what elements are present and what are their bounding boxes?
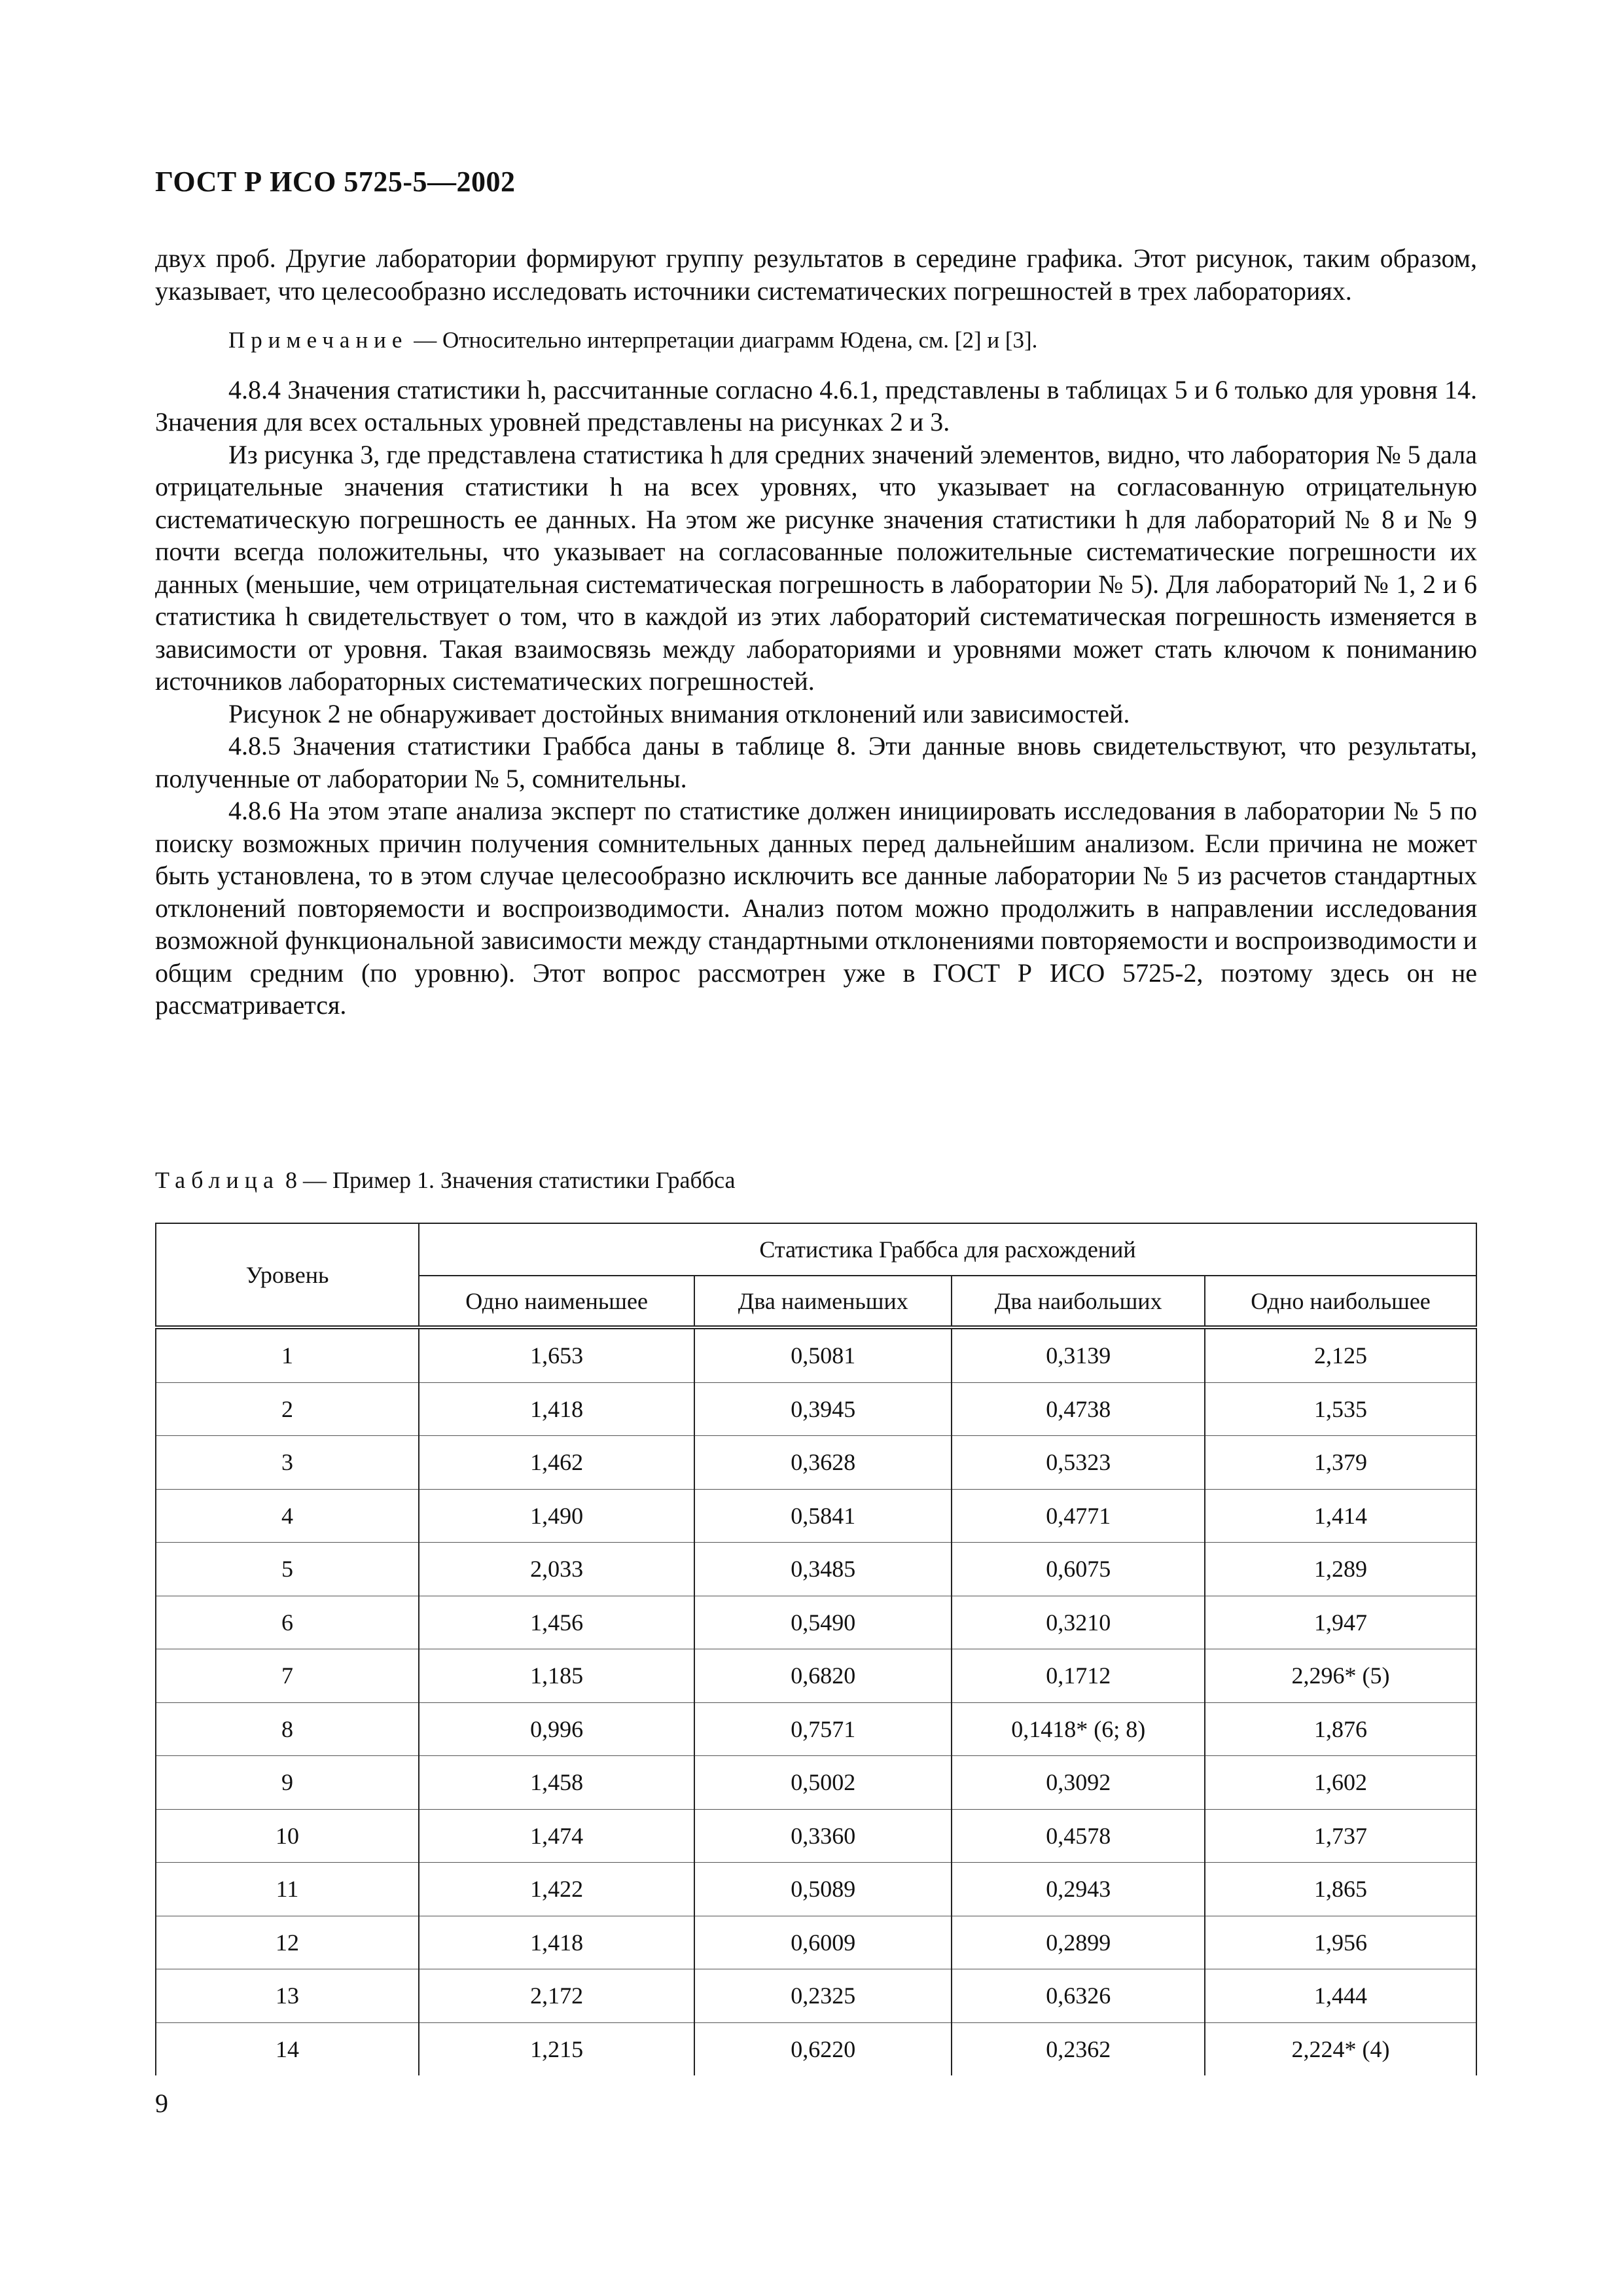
cell-level: 13 xyxy=(156,1969,419,2023)
table-body xyxy=(156,1327,1476,2075)
cell-two-smallest: 0,5081 xyxy=(694,1327,952,1382)
cell-one-smallest: 1,422 xyxy=(419,1863,694,1916)
cell-two-largest: 0,4738 xyxy=(952,1382,1205,1436)
cell-one-smallest: 1,653 xyxy=(419,1327,694,1382)
cell-one-largest: 2,296* (5) xyxy=(1205,1649,1476,1703)
cell-one-largest: 1,947 xyxy=(1205,1596,1476,1649)
cell-one-smallest: 1,458 xyxy=(419,1756,694,1810)
cell-level: 7 xyxy=(156,1649,419,1703)
header-grubbs-group: Статистика Граббса для расхождений xyxy=(419,1223,1476,1276)
cell-one-smallest: 1,418 xyxy=(419,1916,694,1969)
cell-level: 9 xyxy=(156,1756,419,1810)
table-row xyxy=(156,1649,1476,1703)
table-row xyxy=(156,1327,1476,1382)
cell-one-largest: 1,379 xyxy=(1205,1436,1476,1490)
cell-one-largest: 1,444 xyxy=(1205,1969,1476,2023)
cell-two-largest: 0,2362 xyxy=(952,2022,1205,2075)
cell-one-smallest: 1,474 xyxy=(419,1809,694,1863)
table-row xyxy=(156,1916,1476,1969)
cell-two-largest: 0,3092 xyxy=(952,1756,1205,1810)
header-level: Уровень xyxy=(156,1223,419,1327)
cell-one-largest: 1,876 xyxy=(1205,1702,1476,1756)
cell-two-smallest: 0,7571 xyxy=(694,1702,952,1756)
cell-one-smallest: 1,185 xyxy=(419,1649,694,1703)
paragraph-figure-3: Из рисунка 3, где представлена статистика h для средних значений элементов, видно, что лаборатория № 5 дала отрицательные значения статистики h на всех уровнях, что указывает на согласованную отрицательную систематическую погрешность ее данных. На этом же рисунке значения статистики h для лабораторий № 8 и № 9 почти всегда положительны, что указывает на согласованные положительные систематические погрешности их данных (меньшие, чем отрицательная систематическая погрешность в лаборатории № 5). Для лабораторий № 1, 2 и 6 статистика h свидетельствует о том, что в каждой из этих лабораторий систематическая погрешность изменяется в зависимости от уровня. Такая взаимосвязь между лабораториями и уровнями может стать ключом к пониманию источников лабораторных систематических погрешностей. xyxy=(155,439,1477,696)
cell-level: 3 xyxy=(156,1436,419,1490)
cell-two-smallest: 0,5490 xyxy=(694,1596,952,1649)
page-number: 9 xyxy=(155,2089,168,2118)
table-row xyxy=(156,1596,1476,1649)
cell-one-smallest: 1,215 xyxy=(419,2022,694,2075)
header-one-largest: Одно наибольшее xyxy=(1205,1276,1476,1327)
cell-level: 11 xyxy=(156,1863,419,1916)
paragraph-4-8-5: 4.8.5 Значения статистики Граббса даны в таблице 8. Эти данные вновь свидетельствуют, что результаты, полученные от лаборатории № 5, сомнительны. xyxy=(155,731,1477,793)
cell-two-smallest: 0,5841 xyxy=(694,1489,952,1543)
cell-one-smallest: 0,996 xyxy=(419,1702,694,1756)
table-row xyxy=(156,1756,1476,1810)
note-text: — Относительно интерпретации диаграмм Юдена, см. [2] и [3]. xyxy=(408,327,1038,353)
cell-one-largest: 2,224* (4) xyxy=(1205,2022,1476,2075)
cell-two-largest: 0,4578 xyxy=(952,1809,1205,1863)
table-row xyxy=(156,1382,1476,1436)
note xyxy=(155,324,1477,357)
header-two-largest: Два наибольших xyxy=(952,1276,1205,1327)
table-row xyxy=(156,1702,1476,1756)
cell-two-smallest: 0,5089 xyxy=(694,1863,952,1916)
cell-one-smallest: 2,172 xyxy=(419,1969,694,2023)
paragraph-4-8-4: 4.8.4 Значения статистики h, рассчитанные согласно 4.6.1, представлены в таблицах 5 и 6 только для уровня 14. Значения для всех остальных уровней представлены на рисунках 2 и 3. xyxy=(155,374,1477,437)
cell-one-largest: 1,535 xyxy=(1205,1382,1476,1436)
document-header: ГОСТ Р ИСО 5725-5—2002 xyxy=(155,166,516,198)
cell-one-smallest: 2,033 xyxy=(419,1543,694,1596)
cell-one-smallest: 1,490 xyxy=(419,1489,694,1543)
cell-two-largest: 0,5323 xyxy=(952,1436,1205,1490)
cell-one-largest: 2,125 xyxy=(1205,1327,1476,1382)
cell-two-largest: 0,6075 xyxy=(952,1543,1205,1596)
header-two-smallest: Два наименьших xyxy=(694,1276,952,1327)
cell-level: 4 xyxy=(156,1489,419,1543)
cell-one-largest: 1,602 xyxy=(1205,1756,1476,1810)
cell-two-largest: 0,2899 xyxy=(952,1916,1205,1969)
cell-one-smallest: 1,418 xyxy=(419,1382,694,1436)
cell-two-smallest: 0,6220 xyxy=(694,2022,952,2075)
cell-two-largest: 0,4771 xyxy=(952,1489,1205,1543)
paragraph-4-8-6: 4.8.6 На этом этапе анализа эксперт по статистике должен инициировать исследования в лаборатории № 5 по поиску возможных причин получения сомнительных данных перед дальнейшим анализом. Если причина не может быть установлена, то в этом случае целесообразно исключить все данные лаборатории № 5 из расчетов стандартных отклонений повторяемости и воспроизводимости. Анализ потом можно продолжить в направлении исследования возможной функциональной зависимости между стандартными отклонениями повторяемости и воспроизводимости и общим средним (по уровню). Этот вопрос рассмотрен уже в ГОСТ Р ИСО 5725-2, поэтому здесь он не рассматривается. xyxy=(155,796,1477,1020)
cell-two-largest: 0,3139 xyxy=(952,1327,1205,1382)
header-one-smallest: Одно наименьшее xyxy=(419,1276,694,1327)
cell-two-smallest: 0,2325 xyxy=(694,1969,952,2023)
cell-two-largest: 0,2943 xyxy=(952,1863,1205,1916)
cell-two-smallest: 0,5002 xyxy=(694,1756,952,1810)
table-caption-label: Таблица xyxy=(155,1167,279,1193)
cell-one-smallest: 1,462 xyxy=(419,1436,694,1490)
cell-one-largest: 1,289 xyxy=(1205,1543,1476,1596)
cell-level: 10 xyxy=(156,1809,419,1863)
cell-two-smallest: 0,6009 xyxy=(694,1916,952,1969)
table-row xyxy=(156,1969,1476,2023)
cell-level: 5 xyxy=(156,1543,419,1596)
cell-two-largest: 0,1418* (6; 8) xyxy=(952,1702,1205,1756)
cell-level: 14 xyxy=(156,2022,419,2075)
paragraph-continuation: двух проб. Другие лаборатории формируют группу результатов в середине графика. Этот рисунок, таким образом, указывает, что целесообразно исследовать источники систематических погрешностей в трех лабораториях. xyxy=(155,243,1477,306)
cell-two-smallest: 0,3485 xyxy=(694,1543,952,1596)
cell-one-smallest: 1,456 xyxy=(419,1596,694,1649)
paragraph-figure-2: Рисунок 2 не обнаруживает достойных внимания отклонений или зависимостей. xyxy=(228,698,1130,728)
cell-two-smallest: 0,3628 xyxy=(694,1436,952,1490)
table-row xyxy=(156,1489,1476,1543)
cell-level: 6 xyxy=(156,1596,419,1649)
table-caption xyxy=(155,1166,735,1194)
body-text xyxy=(155,242,1477,1022)
cell-two-largest: 0,6326 xyxy=(952,1969,1205,2023)
cell-two-largest: 0,3210 xyxy=(952,1596,1205,1649)
cell-level: 1 xyxy=(156,1327,419,1382)
cell-level: 12 xyxy=(156,1916,419,1969)
cell-level: 8 xyxy=(156,1702,419,1756)
note-label: Примечание xyxy=(228,327,408,353)
grubbs-table xyxy=(155,1223,1477,2075)
cell-one-largest: 1,737 xyxy=(1205,1809,1476,1863)
table-row xyxy=(156,1863,1476,1916)
cell-one-largest: 1,956 xyxy=(1205,1916,1476,1969)
cell-two-smallest: 0,3945 xyxy=(694,1382,952,1436)
table-row xyxy=(156,1809,1476,1863)
cell-two-smallest: 0,6820 xyxy=(694,1649,952,1703)
cell-one-largest: 1,865 xyxy=(1205,1863,1476,1916)
cell-two-largest: 0,1712 xyxy=(952,1649,1205,1703)
cell-one-largest: 1,414 xyxy=(1205,1489,1476,1543)
table-row xyxy=(156,1436,1476,1490)
table-caption-text: 8 — Пример 1. Значения статистики Граббса xyxy=(279,1167,736,1193)
cell-level: 2 xyxy=(156,1382,419,1436)
table-row xyxy=(156,1543,1476,1596)
table-row xyxy=(156,2022,1476,2075)
cell-two-smallest: 0,3360 xyxy=(694,1809,952,1863)
